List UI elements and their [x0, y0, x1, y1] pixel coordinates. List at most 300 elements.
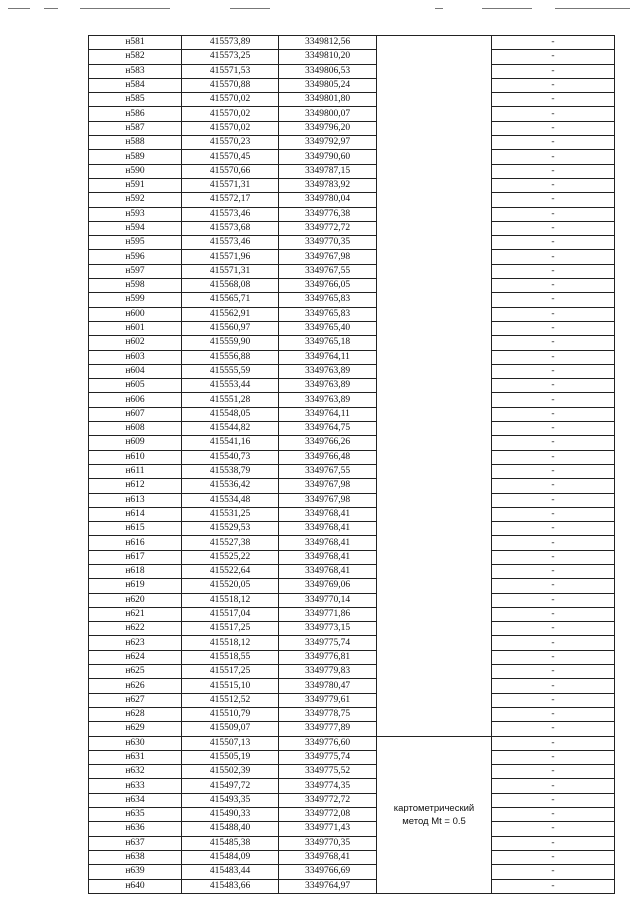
- y-coordinate-cell: 3349774,35: [279, 779, 377, 793]
- table-row: [89, 622, 615, 636]
- y-coordinate-cell: 3349771,86: [279, 607, 377, 621]
- point-name-cell: н625: [89, 665, 182, 679]
- y-coordinate-cell: 3349765,18: [279, 336, 377, 350]
- table-row: [89, 350, 615, 364]
- dash-cell: -: [492, 164, 615, 178]
- dash-cell: -: [492, 93, 615, 107]
- y-coordinate-cell: 3349766,69: [279, 865, 377, 879]
- table-row: [89, 221, 615, 235]
- dash-cell: -: [492, 793, 615, 807]
- point-name-cell: н603: [89, 350, 182, 364]
- x-coordinate-cell: 415571,53: [182, 64, 279, 78]
- y-coordinate-cell: 3349783,92: [279, 178, 377, 192]
- y-coordinate-cell: 3349796,20: [279, 121, 377, 135]
- y-coordinate-cell: 3349765,40: [279, 321, 377, 335]
- y-coordinate-cell: 3349767,55: [279, 264, 377, 278]
- y-coordinate-cell: 3349778,75: [279, 707, 377, 721]
- y-coordinate-cell: 3349767,98: [279, 250, 377, 264]
- table-row: [89, 78, 615, 92]
- point-name-cell: н628: [89, 707, 182, 721]
- dash-cell: -: [492, 321, 615, 335]
- y-coordinate-cell: 3349767,98: [279, 493, 377, 507]
- point-name-cell: н620: [89, 593, 182, 607]
- table-row: [89, 679, 615, 693]
- method-merged-cell: [377, 736, 492, 893]
- x-coordinate-cell: 415562,91: [182, 307, 279, 321]
- dash-cell: -: [492, 607, 615, 621]
- dash-cell: -: [492, 564, 615, 578]
- point-name-cell: н613: [89, 493, 182, 507]
- dash-cell: -: [492, 250, 615, 264]
- table-row: [89, 64, 615, 78]
- point-name-cell: н590: [89, 164, 182, 178]
- dash-cell: -: [492, 550, 615, 564]
- y-coordinate-cell: 3349765,83: [279, 307, 377, 321]
- dash-cell: -: [492, 693, 615, 707]
- y-coordinate-cell: 3349805,24: [279, 78, 377, 92]
- x-coordinate-cell: 415570,45: [182, 150, 279, 164]
- dash-cell: -: [492, 407, 615, 421]
- x-coordinate-cell: 415488,40: [182, 822, 279, 836]
- point-name-cell: н637: [89, 836, 182, 850]
- table-row: [89, 93, 615, 107]
- table-row: [89, 193, 615, 207]
- table-row: [89, 607, 615, 621]
- table-row: [89, 579, 615, 593]
- dash-cell: -: [492, 707, 615, 721]
- y-coordinate-cell: 3349775,74: [279, 750, 377, 764]
- x-coordinate-cell: 415540,73: [182, 450, 279, 464]
- x-coordinate-cell: 415517,04: [182, 607, 279, 621]
- y-coordinate-cell: 3349768,41: [279, 850, 377, 864]
- dash-cell: -: [492, 736, 615, 750]
- dash-cell: -: [492, 107, 615, 121]
- point-name-cell: н593: [89, 207, 182, 221]
- x-coordinate-cell: 415509,07: [182, 722, 279, 736]
- table-row: [89, 722, 615, 736]
- point-name-cell: н604: [89, 364, 182, 378]
- table-row: [89, 279, 615, 293]
- point-name-cell: н594: [89, 221, 182, 235]
- x-coordinate-cell: 415527,38: [182, 536, 279, 550]
- table-row: [89, 464, 615, 478]
- x-coordinate-cell: 415497,72: [182, 779, 279, 793]
- dash-cell: -: [492, 36, 615, 50]
- x-coordinate-cell: 415520,05: [182, 579, 279, 593]
- table-row: [89, 808, 615, 822]
- point-name-cell: н587: [89, 121, 182, 135]
- y-coordinate-cell: 3349776,81: [279, 650, 377, 664]
- x-coordinate-cell: 415505,19: [182, 750, 279, 764]
- x-coordinate-cell: 415485,38: [182, 836, 279, 850]
- point-name-cell: н582: [89, 50, 182, 64]
- table-row: [89, 765, 615, 779]
- y-coordinate-cell: 3349764,97: [279, 879, 377, 893]
- dash-cell: -: [492, 665, 615, 679]
- x-coordinate-cell: 415525,22: [182, 550, 279, 564]
- x-coordinate-cell: 415534,48: [182, 493, 279, 507]
- y-coordinate-cell: 3349790,60: [279, 150, 377, 164]
- y-coordinate-cell: 3349775,52: [279, 765, 377, 779]
- x-coordinate-cell: 415483,44: [182, 865, 279, 879]
- dash-cell: -: [492, 50, 615, 64]
- x-coordinate-cell: 415518,12: [182, 593, 279, 607]
- dash-cell: -: [492, 536, 615, 550]
- dash-cell: -: [492, 264, 615, 278]
- dash-cell: -: [492, 236, 615, 250]
- y-coordinate-cell: 3349772,72: [279, 793, 377, 807]
- table-row: [89, 593, 615, 607]
- x-coordinate-cell: 415573,46: [182, 207, 279, 221]
- dash-cell: -: [492, 579, 615, 593]
- x-coordinate-cell: 415493,35: [182, 793, 279, 807]
- dash-cell: -: [492, 121, 615, 135]
- x-coordinate-cell: 415573,25: [182, 50, 279, 64]
- dash-cell: -: [492, 178, 615, 192]
- dash-cell: -: [492, 64, 615, 78]
- dash-cell: -: [492, 350, 615, 364]
- point-name-cell: н618: [89, 564, 182, 578]
- point-name-cell: н633: [89, 779, 182, 793]
- table-row: [89, 736, 615, 750]
- dash-cell: -: [492, 808, 615, 822]
- x-coordinate-cell: 415531,25: [182, 507, 279, 521]
- point-name-cell: н615: [89, 522, 182, 536]
- point-name-cell: н581: [89, 36, 182, 50]
- x-coordinate-cell: 415568,08: [182, 279, 279, 293]
- x-coordinate-cell: 415518,12: [182, 636, 279, 650]
- x-coordinate-cell: 415555,59: [182, 364, 279, 378]
- y-coordinate-cell: 3349776,60: [279, 736, 377, 750]
- dash-cell: -: [492, 865, 615, 879]
- dash-cell: -: [492, 836, 615, 850]
- table-row: [89, 307, 615, 321]
- table-row: [89, 36, 615, 50]
- y-coordinate-cell: 3349812,56: [279, 36, 377, 50]
- y-coordinate-cell: 3349770,14: [279, 593, 377, 607]
- y-coordinate-cell: 3349768,41: [279, 536, 377, 550]
- x-coordinate-cell: 415517,25: [182, 665, 279, 679]
- point-name-cell: н585: [89, 93, 182, 107]
- table-row: [89, 793, 615, 807]
- dash-cell: -: [492, 622, 615, 636]
- table-row: [89, 536, 615, 550]
- point-name-cell: н606: [89, 393, 182, 407]
- x-coordinate-cell: 415483,66: [182, 879, 279, 893]
- point-name-cell: н616: [89, 536, 182, 550]
- table-row: [89, 636, 615, 650]
- dash-cell: -: [492, 150, 615, 164]
- x-coordinate-cell: 415548,05: [182, 407, 279, 421]
- point-name-cell: н598: [89, 279, 182, 293]
- method-label: картометрический метод Mt = 0.5: [393, 802, 475, 827]
- table-row: [89, 779, 615, 793]
- dash-cell: -: [492, 636, 615, 650]
- dash-cell: -: [492, 850, 615, 864]
- dash-cell: -: [492, 779, 615, 793]
- point-name-cell: н586: [89, 107, 182, 121]
- point-name-cell: н639: [89, 865, 182, 879]
- table-row: [89, 450, 615, 464]
- point-name-cell: н635: [89, 808, 182, 822]
- x-coordinate-cell: 415573,68: [182, 221, 279, 235]
- table-row: [89, 507, 615, 521]
- table-row: [89, 836, 615, 850]
- x-coordinate-cell: 415570,66: [182, 164, 279, 178]
- table-row: [89, 150, 615, 164]
- point-name-cell: н617: [89, 550, 182, 564]
- y-coordinate-cell: 3349770,35: [279, 236, 377, 250]
- dash-cell: -: [492, 479, 615, 493]
- dash-cell: -: [492, 722, 615, 736]
- y-coordinate-cell: 3349764,75: [279, 422, 377, 436]
- table-row: [89, 822, 615, 836]
- point-name-cell: н591: [89, 178, 182, 192]
- x-coordinate-cell: 415510,79: [182, 707, 279, 721]
- y-coordinate-cell: 3349768,41: [279, 522, 377, 536]
- table-row: [89, 364, 615, 378]
- point-name-cell: н632: [89, 765, 182, 779]
- x-coordinate-cell: 415556,88: [182, 350, 279, 364]
- dash-cell: -: [492, 422, 615, 436]
- dash-cell: -: [492, 207, 615, 221]
- table-row: [89, 50, 615, 64]
- dash-cell: -: [492, 493, 615, 507]
- table-row: [89, 136, 615, 150]
- y-coordinate-cell: 3349766,26: [279, 436, 377, 450]
- dash-cell: -: [492, 450, 615, 464]
- table-row: [89, 121, 615, 135]
- x-coordinate-cell: 415529,53: [182, 522, 279, 536]
- y-coordinate-cell: 3349763,89: [279, 379, 377, 393]
- point-name-cell: н631: [89, 750, 182, 764]
- table-row: [89, 236, 615, 250]
- table-row: [89, 650, 615, 664]
- x-coordinate-cell: 415571,31: [182, 178, 279, 192]
- x-coordinate-cell: 415522,64: [182, 564, 279, 578]
- y-coordinate-cell: 3349765,83: [279, 293, 377, 307]
- dash-cell: -: [492, 136, 615, 150]
- x-coordinate-cell: 415573,89: [182, 36, 279, 50]
- dash-cell: -: [492, 307, 615, 321]
- table-row: [89, 393, 615, 407]
- y-coordinate-cell: 3349768,41: [279, 507, 377, 521]
- x-coordinate-cell: 415507,13: [182, 736, 279, 750]
- y-coordinate-cell: 3349770,35: [279, 836, 377, 850]
- y-coordinate-cell: 3349806,53: [279, 64, 377, 78]
- table-row: [89, 850, 615, 864]
- table-row: [89, 250, 615, 264]
- point-name-cell: н588: [89, 136, 182, 150]
- y-coordinate-cell: 3349768,41: [279, 550, 377, 564]
- dash-cell: -: [492, 293, 615, 307]
- point-name-cell: н634: [89, 793, 182, 807]
- table-row: [89, 107, 615, 121]
- y-coordinate-cell: 3349763,89: [279, 364, 377, 378]
- dash-cell: -: [492, 879, 615, 893]
- coordinates-table: [88, 35, 615, 894]
- table-row: [89, 707, 615, 721]
- point-name-cell: н607: [89, 407, 182, 421]
- dash-cell: -: [492, 650, 615, 664]
- x-coordinate-cell: 415536,42: [182, 479, 279, 493]
- point-name-cell: н612: [89, 479, 182, 493]
- point-name-cell: н602: [89, 336, 182, 350]
- y-coordinate-cell: 3349780,47: [279, 679, 377, 693]
- point-name-cell: н638: [89, 850, 182, 864]
- point-name-cell: н609: [89, 436, 182, 450]
- y-coordinate-cell: 3349777,89: [279, 722, 377, 736]
- y-coordinate-cell: 3349773,15: [279, 622, 377, 636]
- x-coordinate-cell: 415570,23: [182, 136, 279, 150]
- point-name-cell: н608: [89, 422, 182, 436]
- dash-cell: -: [492, 593, 615, 607]
- point-name-cell: н611: [89, 464, 182, 478]
- table-row: [89, 750, 615, 764]
- x-coordinate-cell: 415541,16: [182, 436, 279, 450]
- dash-cell: -: [492, 193, 615, 207]
- table-row: [89, 479, 615, 493]
- point-name-cell: н584: [89, 78, 182, 92]
- x-coordinate-cell: 415517,25: [182, 622, 279, 636]
- point-name-cell: н622: [89, 622, 182, 636]
- point-name-cell: н589: [89, 150, 182, 164]
- dash-cell: -: [492, 364, 615, 378]
- dash-cell: -: [492, 464, 615, 478]
- x-coordinate-cell: 415565,71: [182, 293, 279, 307]
- y-coordinate-cell: 3349810,20: [279, 50, 377, 64]
- y-coordinate-cell: 3349764,11: [279, 407, 377, 421]
- point-name-cell: н595: [89, 236, 182, 250]
- scan-artifact-top-edge: [0, 0, 640, 20]
- y-coordinate-cell: 3349767,98: [279, 479, 377, 493]
- x-coordinate-cell: 415490,33: [182, 808, 279, 822]
- x-coordinate-cell: 415571,96: [182, 250, 279, 264]
- table-row: [89, 207, 615, 221]
- table-row: [89, 564, 615, 578]
- point-name-cell: н629: [89, 722, 182, 736]
- dash-cell: -: [492, 679, 615, 693]
- y-coordinate-cell: 3349792,97: [279, 136, 377, 150]
- point-name-cell: н630: [89, 736, 182, 750]
- y-coordinate-cell: 3349769,06: [279, 579, 377, 593]
- x-coordinate-cell: 415502,39: [182, 765, 279, 779]
- y-coordinate-cell: 3349768,41: [279, 564, 377, 578]
- point-name-cell: н640: [89, 879, 182, 893]
- table-row: [89, 407, 615, 421]
- point-name-cell: н623: [89, 636, 182, 650]
- point-name-cell: н600: [89, 307, 182, 321]
- y-coordinate-cell: 3349766,48: [279, 450, 377, 464]
- point-name-cell: н621: [89, 607, 182, 621]
- point-name-cell: н636: [89, 822, 182, 836]
- y-coordinate-cell: 3349779,83: [279, 665, 377, 679]
- table-row: [89, 865, 615, 879]
- table-row: [89, 321, 615, 335]
- table-row: [89, 178, 615, 192]
- x-coordinate-cell: 415512,52: [182, 693, 279, 707]
- x-coordinate-cell: 415570,88: [182, 78, 279, 92]
- dash-cell: -: [492, 750, 615, 764]
- table-row: [89, 422, 615, 436]
- x-coordinate-cell: 415551,28: [182, 393, 279, 407]
- y-coordinate-cell: 3349780,04: [279, 193, 377, 207]
- y-coordinate-cell: 3349800,07: [279, 107, 377, 121]
- dash-cell: -: [492, 436, 615, 450]
- dash-cell: -: [492, 522, 615, 536]
- point-name-cell: н619: [89, 579, 182, 593]
- y-coordinate-cell: 3349763,89: [279, 393, 377, 407]
- point-name-cell: н597: [89, 264, 182, 278]
- x-coordinate-cell: 415559,90: [182, 336, 279, 350]
- y-coordinate-cell: 3349764,11: [279, 350, 377, 364]
- y-coordinate-cell: 3349772,08: [279, 808, 377, 822]
- table-row: [89, 264, 615, 278]
- y-coordinate-cell: 3349772,72: [279, 221, 377, 235]
- table-row: [89, 336, 615, 350]
- table-row: [89, 665, 615, 679]
- x-coordinate-cell: 415553,44: [182, 379, 279, 393]
- table-row: [89, 436, 615, 450]
- table-row: [89, 879, 615, 893]
- dash-cell: -: [492, 279, 615, 293]
- x-coordinate-cell: 415572,17: [182, 193, 279, 207]
- y-coordinate-cell: 3349775,74: [279, 636, 377, 650]
- dash-cell: -: [492, 765, 615, 779]
- x-coordinate-cell: 415518,55: [182, 650, 279, 664]
- point-name-cell: н601: [89, 321, 182, 335]
- table-row: [89, 293, 615, 307]
- x-coordinate-cell: 415484,09: [182, 850, 279, 864]
- point-name-cell: н599: [89, 293, 182, 307]
- y-coordinate-cell: 3349767,55: [279, 464, 377, 478]
- point-name-cell: н583: [89, 64, 182, 78]
- x-coordinate-cell: 415570,02: [182, 93, 279, 107]
- point-name-cell: н592: [89, 193, 182, 207]
- point-name-cell: н610: [89, 450, 182, 464]
- dash-cell: -: [492, 393, 615, 407]
- y-coordinate-cell: 3349776,38: [279, 207, 377, 221]
- point-name-cell: н627: [89, 693, 182, 707]
- x-coordinate-cell: 415544,82: [182, 422, 279, 436]
- x-coordinate-cell: 415538,79: [182, 464, 279, 478]
- x-coordinate-cell: 415570,02: [182, 121, 279, 135]
- y-coordinate-cell: 3349787,15: [279, 164, 377, 178]
- point-name-cell: н605: [89, 379, 182, 393]
- y-coordinate-cell: 3349801,80: [279, 93, 377, 107]
- table-row: [89, 379, 615, 393]
- dash-cell: -: [492, 379, 615, 393]
- table-row: [89, 164, 615, 178]
- point-name-cell: н624: [89, 650, 182, 664]
- x-coordinate-cell: 415573,46: [182, 236, 279, 250]
- x-coordinate-cell: 415560,97: [182, 321, 279, 335]
- y-coordinate-cell: 3349779,61: [279, 693, 377, 707]
- point-name-cell: н596: [89, 250, 182, 264]
- point-name-cell: н626: [89, 679, 182, 693]
- table-row: [89, 522, 615, 536]
- x-coordinate-cell: 415570,02: [182, 107, 279, 121]
- dash-cell: -: [492, 822, 615, 836]
- table-row: [89, 550, 615, 564]
- method-merged-cell: [377, 36, 492, 737]
- y-coordinate-cell: 3349766,05: [279, 279, 377, 293]
- table-row: [89, 693, 615, 707]
- dash-cell: -: [492, 221, 615, 235]
- x-coordinate-cell: 415571,31: [182, 264, 279, 278]
- dash-cell: -: [492, 507, 615, 521]
- point-name-cell: н614: [89, 507, 182, 521]
